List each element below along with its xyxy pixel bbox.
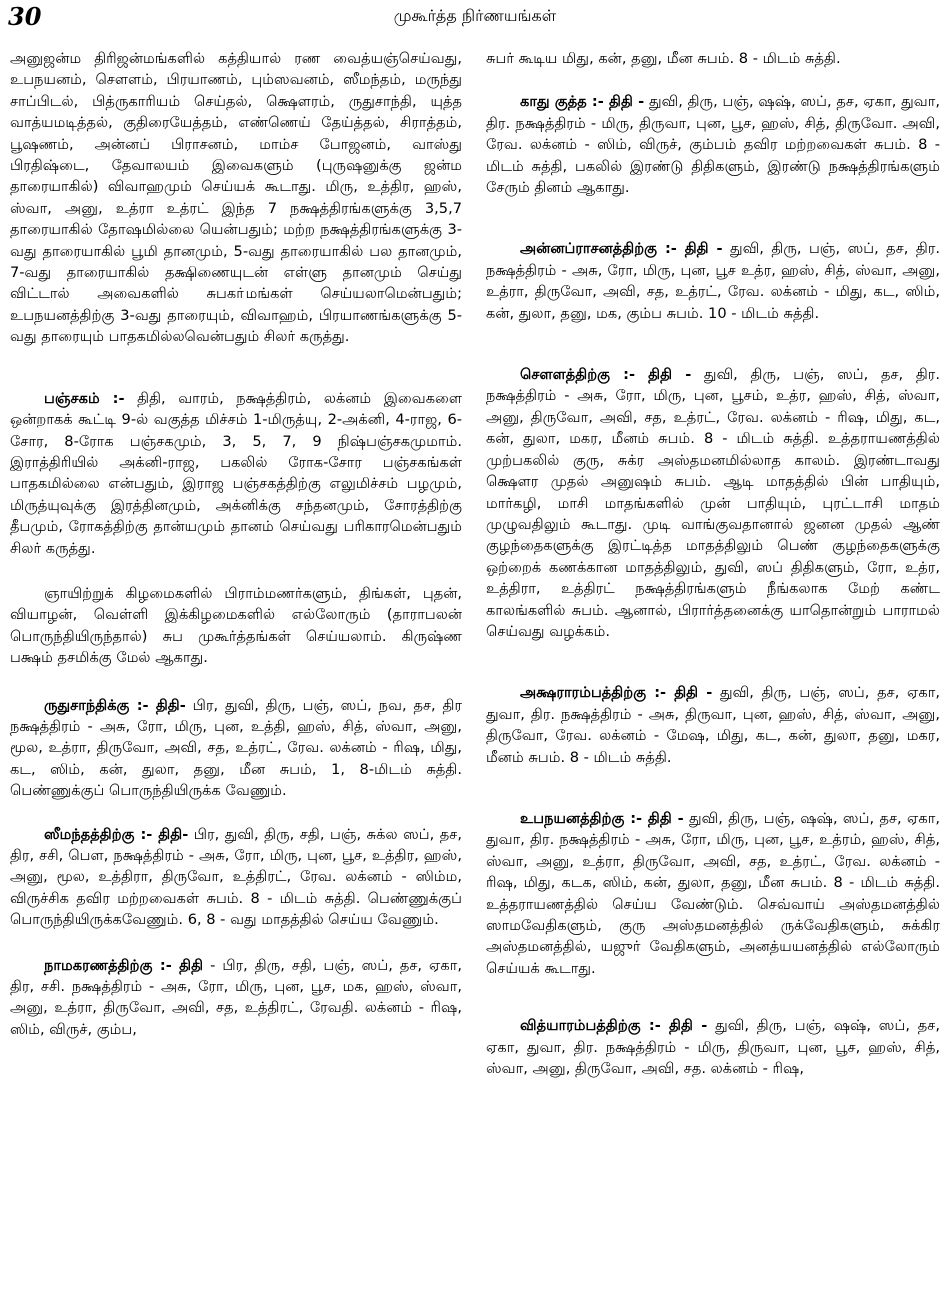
para-text: துவி, திரு, பஞ், ஸப், தச, ஏகா, துவா, திர. நக்ஷத்திரம் - அசு, திருவா, புன, ஹஸ், சித், ஸ்வா, அனு, திருவோ, ரேவ. லக்னம் - மேஷ, மிது, கட, கன், துலா, தனு, மகர, மீனம் சுபம். 8 - மிடம் சுத்தி. [486, 684, 940, 766]
paragraph-annaprasanam [486, 238, 940, 324]
para-heading: உபநயனத்திற்கு :- திதி - [520, 809, 684, 827]
para-text: பிர, துவி, திரு, பஞ், ஸப், நவ, தச, திர நக்ஷத்திரம் - அசு, ரோ, மிரு, புன, உத்தி, ஹஸ், சித், ஸ்வா, அனு, மூல, உத்ரா, திருவோ, அவி, சத, உத்ரட், ரேவ. லக்னம் - ரிஷ, மிது, கட, ஸிம், கன், துலா, தனு, மீன சுபம், 1, 8-மிடம் சுத்தி. பெண்ணுக்குப் பொருந்தியிருக்க வேணும். [10, 696, 462, 800]
para-text: துவி, திரு, பஞ், ஷஷ், ஸப், தச, ஏகா, துவா, திர. நக்ஷத்திரம் - மிரு, திருவா, புன, பூச, ஹஸ், சித், திருவோ. அவி, ரேவ. லக்னம் - ஸிம், விருச், கும்பம் தவிர மற்றவைகள் சுபம். 8 - மிடம் சுத்தி, பகலில் இரண்டு திதிகளும், இரண்டு நக்ஷத்திரங்களும் சேரும் தினம் ஆகாது. [486, 93, 940, 197]
para-heading: அக்ஷராரம்பத்திற்கு :- திதி - [520, 684, 713, 702]
para-text: துவி, திரு, பஞ், ஷஷ், ஸப், தச, ஏகா, துவா, திர. நக்ஷத்திரம் - அசு, ரோ, மிரு, புன, பூச, உத்ரம், ஹஸ், சித், ஸ்வா, அனு, உத்ரா, திருவோ, அவி, சத, உத்ரட், ரேவ. லக்னம் - ரிஷ, மிது, கடக, ஸிம், கன், துலா, தனு, மீன சுபம். 8 - மிடம் சுத்தி. உத்தராயணத்தில் செய்ய வேண்டும். செவ்வாய் அஸ்தமனத்தில் ஸாமவேதிகளும், குரு அஸ்தமனத்தில் ருக்வேதிகளும், சுக்கிர அஸ்தமனத்தில், யஜுர் வேதிகளும், அனத்யயனத்தில் எல்லோரும் செய்யக் கூடாது. [486, 809, 940, 977]
paragraph-namakaranam [10, 955, 462, 1041]
para-heading: பஞ்சகம் :- [44, 389, 125, 407]
para-heading: சௌளத்திற்கு :- திதி - [520, 366, 692, 384]
paragraph-left-1 [10, 48, 462, 348]
paragraph-vidyarambam [486, 1015, 940, 1079]
left-column [10, 48, 462, 1040]
para-text: திதி, வாரம், நக்ஷத்திரம், லக்னம் இவைகளை ஒன்றாகக் கூட்டி 9-ல் வகுத்த மிச்சம் 1-மிருத்யு, 2-அக்னி, 4-ராஜ, 6-சோர, 8-ரோக பஞ்சகமும், 3, 5, 7, 9 நிஷ்பஞ்சகமுமாம். இராத்திரியில் அக்னி-ராஜ, பகலில் ரோக-சோர பஞ்சகங்கள் பாதகமில்லை என்பதும், இராஜ பஞ்சகத்திற்கு எலுமிச்சம் பழமும், மிருத்யுவுக்கு இரத்தினமும், அக்னிக்கு சந்தனமும், சோரத்திற்கு தீபமும், ரோகத்திற்கு தான்யமும் தானம் செய்வது பரிகாரமென்பதும் சிலர் கருத்து. [10, 389, 463, 557]
paragraph-chowlam [486, 364, 940, 642]
para-heading: ருதுசாந்திக்கு :- திதி- [44, 696, 186, 714]
para-text: துவி, திரு, பஞ், ஸப், தச, திர. நக்ஷத்திரம் - அசு, ரோ, மிரு, புன, பூச உத்ர, ஹஸ், சித், ஸ்வா, அனு, உத்ரா, திருவோ, அவி, சத, உத்ரட், ரேவ. லக்னம் - மிது, கட, ஸிம், கன், துலா, தனு, மக, கும்ப சுபம். 10 - மிடம் சுத்தி. [486, 240, 940, 322]
para-text: துவி, திரு, பஞ், ஷஷ், ஸப், தச, ஏகா, துவா, திர. நக்ஷத்திரம் - மிரு, திருவா, புன, பூச, ஹஸ், சித், ஸ்வா, அனு, திருவோ, அவி, சத. லக்னம் - ரிஷ, [486, 1017, 941, 1078]
paragraph-continuation [486, 48, 940, 69]
para-heading: அன்னப்ராசனத்திற்கு :- திதி - [520, 240, 723, 258]
para-heading: நாமகரணத்திற்கு :- திதி [44, 956, 204, 974]
running-title: முகூர்த்த நிர்ணயங்கள் [393, 6, 557, 25]
paragraph-panchakam [10, 388, 462, 559]
para-heading: வித்யாரம்பத்திற்கு :- திதி - [520, 1017, 708, 1035]
paragraph-ear-piercing [486, 91, 940, 198]
right-column [486, 48, 940, 1079]
para-text: - பிர, திரு, சதி, பஞ், ஸப், தச, ஏகா, திர, சசி. நக்ஷத்திரம் - அசு, ரோ, மிரு, புன, பூச, மக, ஹஸ், ஸ்வா, அனு, உத்ரா, திருவோ, அவி, சத, உத்திரட், ரேவதி. லக்னம் - ரிஷ, ஸிம், விருச், கும்ப, [10, 956, 462, 1038]
para-heading: காது குத்த :- திதி - [520, 93, 645, 111]
paragraph-aksharabhyasam [486, 682, 940, 768]
paragraph-weekdays [10, 583, 462, 669]
paragraph-upanayanam [486, 808, 940, 979]
para-text: துவி, திரு, பஞ், ஸப், தச, திர. நக்ஷத்திரம் - அசு, ரோ, மிரு, புன, பூசம், உத்ர, ஹஸ், சித், ஸ்வா, அனு, திருவோ, அவி, சத, உத்ரட், ரேவ. லக்னம் - ரிஷ, மிது, கட, கன், துலா, மகர, மீனம் சுபம். 8 - மிடம் சுத்தி. உத்தராயணத்தில் முற்பகலில் குரு, சுக்ர அஸ்தமனமில்லாத காலம். இரண்டாவது க்ஷௌர முதல் அனுஷம் சுபம். ஆடி மாதத்தில் பின் பாதியும், மார்கழி, மாசி மாதங்களில் முன் பாதியும், புரட்டாசி மாதம் முழுவதிலும் கூடாது. முடி வாங்குவதானால் ஜனன முதல் ஆண் குழந்தைகளுக்கு இரட்டித்த மாதத்திலும் பெண் குழந்தைகளுக்கு ஒற்றைக் கணக்கான மாதத்திலும், துவி, ஸப் திதிகளும், ரோ, உத்ர, உத்திரா, உத்திரட் நக்ஷத்திரங்களும் நீங்கலாக மேற் கண்ட காலங்களில் சுபம். ஆனால், பிரார்த்தனைக்கு யாதொன்றும் பாராமல் செய்வது வழக்கம். [486, 366, 940, 640]
para-heading: ஸீமந்தத்திற்கு :- திதி- [44, 825, 189, 843]
page-number: 30 [8, 2, 42, 31]
paragraph-ruthusanthi [10, 695, 462, 802]
para-text: பிர, துவி, திரு, சதி, பஞ், சுக்ல ஸப், தச, திர, சசி, பௌ, நக்ஷத்திரம் - அசு, ரோ, மிரு, புன, பூச, உத்திர, ஹஸ், அனு, மூல, உத்திரா, திருவோ, உத்திரட், ரேவ. லக்னம் - ஸிம்ம, விருச்சிக தவிர மற்றவைகள் சுபம். 8 - மிடம் சுத்தி. பெண்ணுக்குப் பொருந்தியிருக்கவேணும். 6, 8 - வது மாதத்தில் செய்ய வேணும். [10, 825, 462, 929]
para-text: ஞாயிற்றுக் கிழமைகளில் பிராம்மணர்களும், திங்கள், புதன், வியாழன், வெள்ளி இக்கிழமைகளில் எல்லோரும் (தாராபலன் பொருந்தியிருந்தால்) சுப முகூர்த்தங்கள் செய்யலாம். கிருஷ்ண பக்ஷம் தசமிக்கு மேல் ஆகாது. [10, 584, 462, 667]
para-text: அனுஜன்ம திரிஜன்மங்களில் கத்தியால் ரண வைத்யஞ்செய்வது, உபநயனம், சௌளம், பிரயாணம், பும்ஸவனம், ஸீமந்தம், மருந்து சாப்பிடல், பித்ருகாரியம் செய்தல், க்ஷௌரம், ருதுசாந்தி, யுத்த வாத்யமடித்தல், குதிரையேத்தம், எண்ணெய் தேய்த்தல், சிராத்தம், பூஷணம், அன்னப் பிராசனம், மாம்ச போஜனம், வாஸ்து பிரதிஷ்டை, தேவாலயம் இவைகளும் (புருஷனுக்கு ஜன்ம தாரையாகில்) விவாஹமும் செய்யக் கூடாது. மிரு, உத்திர, ஹஸ், ஸ்வா, அனு, உத்ரா உத்ரட் இந்த 7 நக்ஷத்திரங்களுக்கு 3,5,7 தாரையாகில் தோஷமில்லை யென்பதும்; மற்ற நக்ஷத்திரங்களுக்கு 3-வது தாரையாகில் பூமி தானமும், 5-வது தாரையாகில் பல தானமும், 7-வது தாரையாகில் தக்ஷிணையுடன் எள்ளு தானமும் செய்து விட்டால் அவைகளில் சுபகா்மங்கள் செய்யலாமென்பதும்; உபநயனத்திற்கு 3-வது தாரையும், விவாஹம், பிரயாணங்களுக்கு 5-வது தாரையும் பாதகமில்லவென்பதும் சிலர் கருத்து. [10, 50, 462, 346]
para-text: சுபர் கூடிய மிது, கன், தனு, மீன சுபம். 8 - மிடம் சுத்தி. [486, 50, 841, 67]
paragraph-seemantham [10, 824, 462, 931]
